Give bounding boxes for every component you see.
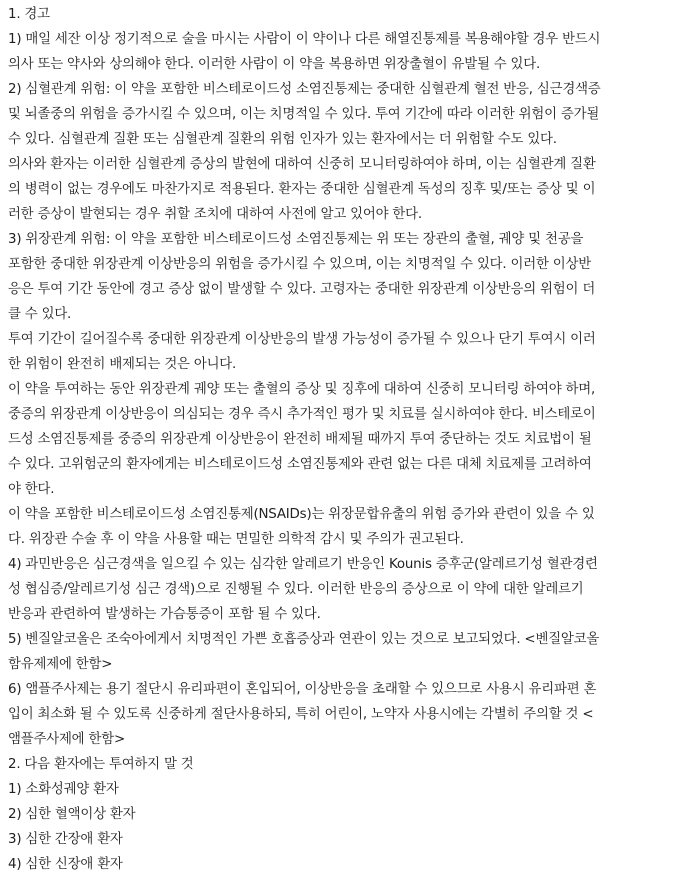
text-line: 응은 투여 기간 동안에 경고 증상 없이 발생할 수 있다. 고령자는 중대한 위장관계 이상반응의 위험이 더	[8, 282, 596, 297]
text-line: 2) 심한 혈액이상 환자	[8, 807, 136, 822]
text-line: 다. 위장관 수술 후 이 약을 사용할 때는 면밀한 의학적 감시 및 주의가 권고된다.	[8, 532, 464, 547]
text-line: 및 뇌졸중의 위험을 증가시킬 수 있으며, 이는 치명적일 수 있다. 투여 기간에 따라 이러한 위험이 증가될	[8, 107, 600, 122]
text-line: 클 수 있다.	[8, 307, 72, 322]
text-line: 2) 심혈관계 위험: 이 약을 포함한 비스테로이드성 소염진통제는 중대한 심혈관계 혈전 반응, 심근경색증	[8, 82, 601, 97]
text-line: 3) 심한 간장애 환자	[8, 832, 123, 847]
text-line: 3) 위장관계 위험: 이 약을 포함한 비스테로이드성 소염진통제는 위 또는 장관의 출혈, 궤양 및 천공을	[8, 232, 584, 247]
text-line: 의사와 환자는 이러한 심혈관계 증상의 발현에 대하여 신중히 모니터링하여야 하며, 이는 심혈관계 질환	[8, 157, 596, 172]
text-line: 포함한 중대한 위장관계 이상반응의 위험을 증가시킬 수 있으며, 이는 치명적일 수 있다. 이러한 이상반	[8, 257, 591, 272]
text-line: 4) 심한 신장애 환자	[8, 857, 123, 872]
text-line: 5) 벤질알코올은 조숙아에게서 치명적인 가쁜 호흡증상과 연관이 있는 것으로 보고되었다. <벤질알코올	[8, 632, 600, 647]
text-line: 투여 기간이 길어질수록 중대한 위장관계 이상반응의 발생 가능성이 증가될 수 있으나 단기 투여시 이러	[8, 332, 596, 347]
text-line: 한 위험이 완전히 배제되는 것은 아니다.	[8, 357, 237, 372]
text-line: 4) 과민반응은 심근경색을 일으킬 수 있는 심각한 알레르기 반응인 Kounis 증후군(알레르기성 혈관경련	[8, 557, 598, 572]
text-line: 의 병력이 없는 경우에도 마찬가지로 적용된다. 환자는 중대한 심혈관계 독성의 징후 및/또는 증상 및 이	[8, 182, 596, 197]
text-line: 2. 다음 환자에는 투여하지 말 것	[8, 757, 194, 772]
text-line: 1) 매일 세잔 이상 정기적으로 술을 마시는 사람이 이 약이나 다른 해열진통제를 복용해야할 경우 반드시	[8, 32, 601, 47]
text-line: 함유제제에 한함>	[8, 657, 113, 672]
text-line: 수 있다. 고위험군의 환자에게는 비스테로이드성 소염진통제와 관련 없는 다른 대체 치료제를 고려하여	[8, 457, 592, 472]
text-line: 야 한다.	[8, 482, 55, 497]
text-line: 이 약을 포함한 비스테로이드성 소염진통제(NSAIDs)는 위장문합유출의 위험 증가와 관련이 있을 수 있	[8, 507, 595, 522]
text-line: 중증의 위장관계 이상반응이 의심되는 경우 즉시 추가적인 평가 및 치료를 실시하여야 한다. 비스테로이	[8, 407, 596, 422]
text-line: 반응과 관련하여 발생하는 가슴통증이 포함 될 수 있다.	[8, 607, 321, 622]
text-line: 이 약을 투여하는 동안 위장관계 궤양 또는 출혈의 증상 및 징후에 대하여 신중히 모니터링 하여야 하며,	[8, 382, 596, 397]
text-line: 입이 최소화 될 수 있도록 신중하게 절단사용하되, 특히 어린이, 노약자 사용시에는 각별히 주의할 것 <	[8, 707, 594, 722]
text-line: 러한 증상이 발현되는 경우 취할 조치에 대하여 사전에 알고 있어야 한다.	[8, 207, 422, 222]
text-line: 6) 앰플주사제는 용기 절단시 유리파편이 혼입되어, 이상반응을 초래할 수 있으므로 사용시 유리파편 혼	[8, 682, 597, 697]
text-line: 1) 소화성궤양 환자	[8, 782, 119, 797]
text-line: 앰플주사제에 한함>	[8, 732, 125, 747]
text-line: 성 협심증/알레르기성 심근 경색)으로 진행될 수 있다. 이러한 반응의 증상으로 이 약에 대한 알레르기	[8, 582, 584, 597]
text-line: 드성 소염진통제를 중증의 위장관계 이상반응이 완전히 배제될 때까지 투여 중단하는 것도 치료법이 될	[8, 432, 592, 447]
text-line: 1. 경고	[8, 7, 50, 22]
text-line: 의사 또는 약사와 상의해야 한다. 이러한 사람이 이 약을 복용하면 위장출혈이 유발될 수 있다.	[8, 57, 541, 72]
text-line: 수 있다. 심혈관계 질환 또는 심혈관계 질환의 위험 인자가 있는 환자에서는 더 위험할 수도 있다.	[8, 132, 557, 147]
